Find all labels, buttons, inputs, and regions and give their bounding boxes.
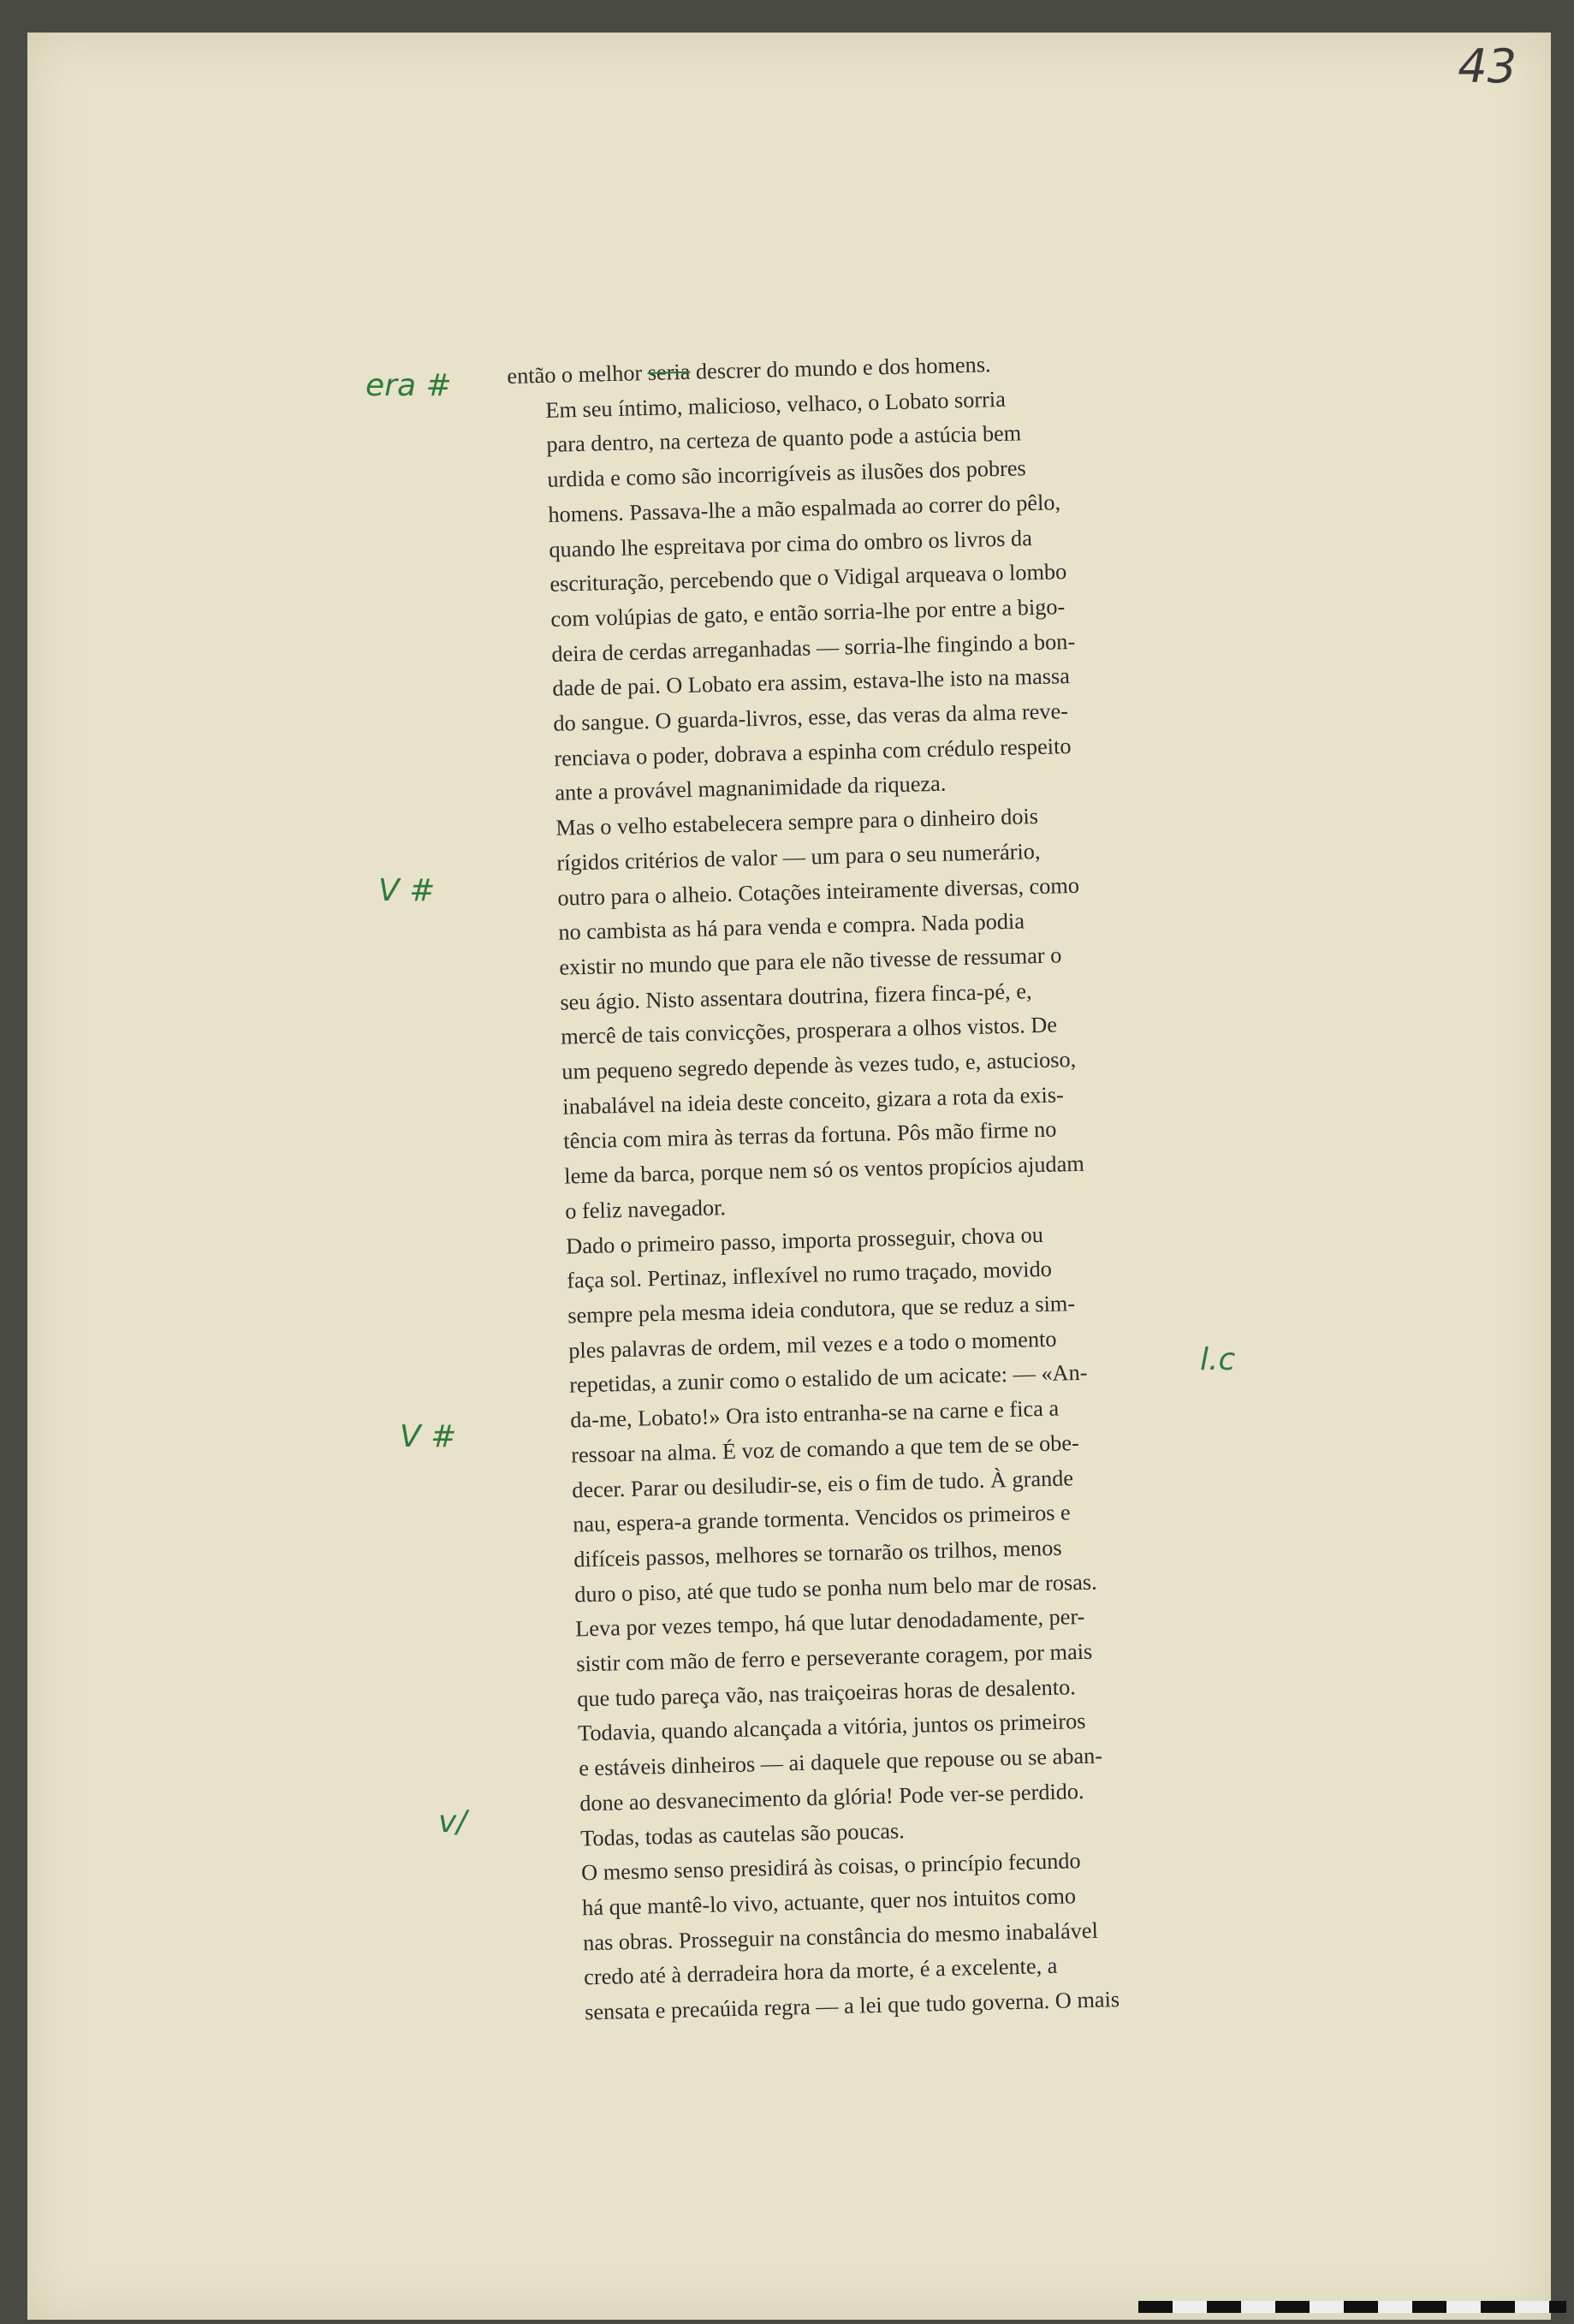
text-line: do sangue. O guarda-livros, esse, das veras da alma reve- [553,698,1069,736]
text-line: done ao desvanecimento da glória! Pode ver-se perdido. [579,1778,1084,1816]
text-line: difíceis passos, melhores se tornarão os trilhos, menos [573,1535,1062,1572]
text-line: Leva por vezes tempo, há que lutar denodadamente, per- [574,1604,1085,1642]
body-text [507,343,1207,2031]
text-line: leme da barca, porque nem só os ventos propícios ajudam [563,1150,1085,1189]
text-line: duro o piso, até que tudo se ponha num belo mar de rosas. [573,1569,1097,1608]
text-line: deira de cerdas arreganhadas — sorria-lhe fingindo a bon- [551,628,1076,667]
paragraph [543,1841,1207,2031]
text-line: no cambista as há para venda e compra. Nada podia [558,908,1025,945]
text-line: mercê de tais convicções, prosperara a olhos vistos. De [561,1012,1058,1050]
text-line: sempre pela mesma ideia condutora, que se reduz a sim- [567,1291,1076,1328]
text-line: homens. Passava-lhe a mão espalmada ao correr do pêlo, [548,490,1061,527]
text-line: sensata e precaúida regra — a lei que tudo governa. O mais [584,1987,1120,2025]
text-line: escrituração, percebendo que o Vidigal arqueava o lombo [549,559,1067,597]
text-line: que tudo pareça vão, nas traiçoeiras horas de desalento. [576,1673,1077,1712]
paragraph [528,1214,1203,1857]
paragraph [508,378,1177,812]
text-line: há que mantê-lo vivo, actuante, quer nos intuitos como [581,1883,1077,1921]
manuscript-page [27,33,1551,2320]
text-line: decer. Parar ou desiludir-se, eis o fim de tudo. À grande [571,1465,1074,1503]
struck-word: seria [647,359,691,385]
text-line: Em seu íntimo, malicioso, velhaco, o Lobato sorria [545,386,1007,423]
text-line: Todavia, quando alcançada a vitória, juntos os primeiros [577,1709,1086,1746]
margin-note-2: V # [378,873,436,908]
text-line: repetidas, a zunir como o estalido de um acicate: — «An- [568,1360,1088,1398]
text-line: e estáveis dinheiros — ai daquele que repouse ou se aban- [578,1743,1103,1781]
text-line: seu ágio. Nisto assentara doutrina, fizera finca-pé, e, [560,978,1032,1015]
color-scale-ruler [1138,2301,1566,2313]
text-line: nas obras. Prosseguir na constância do mesmo inabalável [582,1917,1099,1956]
text-line: existir no mundo que para ele não tivesse de ressumar o [559,942,1062,980]
text-line: rígidos critérios de valor — um para o seu numerário, [556,838,1041,876]
text-line: ressoar na alma. É voz de comando a que tem de se obe- [570,1429,1080,1468]
text-line: O mesmo senso presidirá às coisas, o princípio fecundo [580,1848,1081,1886]
text-line: inabalável na ideia deste conceito, gizara a rota da exis- [561,1082,1065,1120]
text-line: Mas o velho estabelecera sempre para o dinheiro dois [555,804,1039,841]
text-line: ante a provável magnanimidade da riqueza. [555,771,947,806]
text-segment: descrer do mundo e dos homens. [690,352,991,384]
text-line: o feliz navegador. [564,1194,727,1224]
text-line: da-me, Lobato!» Ora isto entranha-se na carne e fica a [569,1395,1060,1433]
text-line: ples palavras de ordem, mil vezes e a todo o momento [567,1326,1057,1364]
text-segment: então o melhor [507,360,649,389]
margin-note-1: era # [365,368,452,403]
text-line: urdida e como são incorrigíveis as ilusões dos pobres [547,455,1027,492]
text-line: tência com mira às terras da fortuna. Pôs mão firme no [562,1117,1057,1155]
text-line: outro para o alheio. Cotações inteiramente diversas, como [557,872,1080,911]
page-number: 43 [1458,39,1517,93]
text-line: um pequeno segredo depende às vezes tudo, e, astucioso, [561,1047,1077,1085]
margin-note-4: V # [400,1419,457,1454]
text-line: quando lhe espreitava por cima do ombro os livros da [549,525,1033,562]
text-line: nau, espera-a grande tormenta. Vencidos os primeiros e [572,1500,1071,1537]
text-line: com volúpias de gato, e então sorria-lhe por entre a bigo- [550,594,1066,632]
margin-note-5: v/ [438,1804,467,1840]
text-line: sistir com mão de ferro e perseverante coragem, por mais [575,1638,1093,1677]
text-line: Dado o primeiro passo, importa prosseguir, chova ou [565,1221,1044,1259]
text-line: para dentro, na certeza de quanto pode a astúcia bem [546,420,1022,458]
text-line: dade de pai. O Lobato era assim, estava-lhe isto na massa [552,663,1071,702]
text-line: credo até à derradeira hora da morte, é a excelente, a [583,1953,1058,1990]
text-line: renciava o poder, dobrava a espinha com crédulo respeito [554,733,1072,771]
text-line: faça sol. Pertinaz, inflexível no rumo traçado, movido [566,1257,1053,1293]
text-line: Todas, todas as cautelas são poucas. [579,1817,906,1851]
margin-note-3: l.c [1200,1342,1236,1377]
paragraph [518,796,1187,1230]
